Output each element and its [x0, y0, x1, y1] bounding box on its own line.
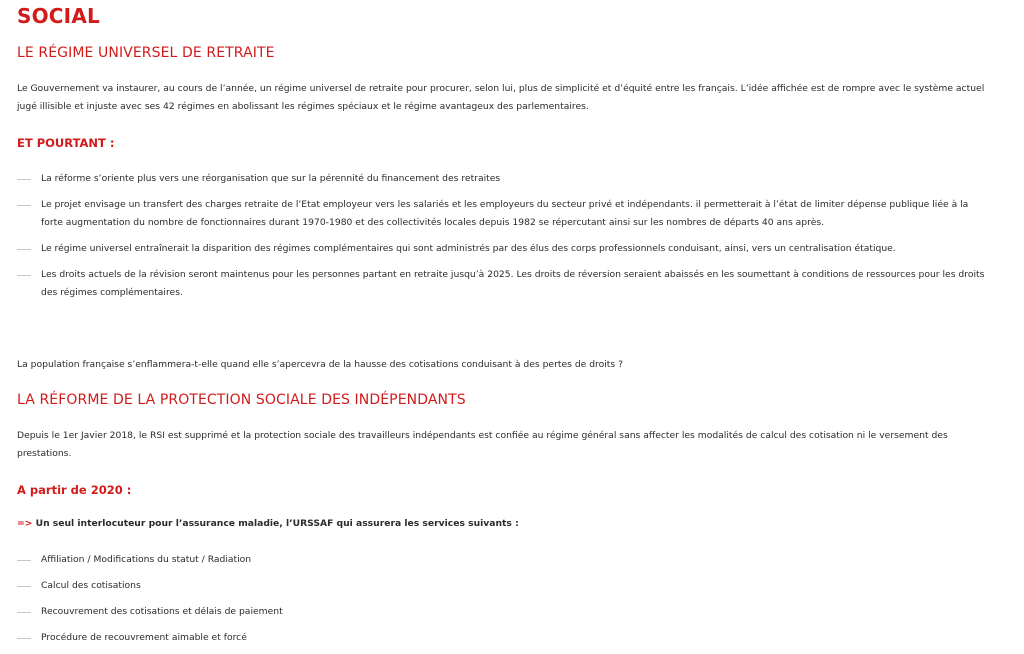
list-item: Affiliation / Modifications du statut / Radiation — [17, 551, 985, 569]
section-heading-independants: LA RÉFORME DE LA PROTECTION SOCIALE DES INDÉPENDANTS — [17, 392, 466, 408]
list-item: Procédure de recouvrement aimable et forcé — [17, 629, 985, 647]
dash-bullet — [17, 275, 31, 276]
retraite-points-list — [17, 170, 985, 302]
dash-bullet — [17, 612, 31, 613]
arrow-icon: => — [17, 518, 33, 529]
urssaf-lead-text: Un seul interlocuteur pour l’assurance maladie, l’URSSAF qui assurera les services suivants : — [35, 518, 519, 529]
section-conclusion-retraite: La population française s’enflammera-t-elle quand elle s’apercevra de la hausse des cotisations conduisant à des pertes de droits ? — [17, 359, 623, 370]
dash-bullet — [17, 249, 31, 250]
list-item: Les droits actuels de la révision seront maintenus pour les personnes partant en retraite jusqu’à 2025. Les droits de réversion seraient abaissés en les soumettant à conditions de ressources pour les droits des régimes complémentaires. — [17, 266, 985, 302]
dash-bullet — [17, 586, 31, 587]
section-intro-independants: Depuis le 1er Javier 2018, le RSI est supprimé et la protection sociale des travailleurs indépendants est confiée au régime général sans affecter les modalités de calcul des cotisation ni le versement des prestations. — [17, 430, 948, 459]
section-intro-retraite: Le Gouvernement va instaurer, au cours de l’année, un régime universel de retraite pour procurer, selon lui, plus de simplicité et d’équité entre les français. L’idée affichée est de rompre avec le système actuel jugé illisible et injuste avec ses 42 régimes en abolissant les régimes spéciaux et le régime avantageux des parlementaires. — [17, 83, 985, 112]
dash-bullet — [17, 638, 31, 639]
urssaf-services-list — [17, 551, 985, 647]
list-item: Le régime universel entraînerait la disparition des régimes complémentaires qui sont administrés par des élus des corps professionnels conduisant, ainsi, vers un centralisation étatique. — [17, 240, 985, 258]
subheading-et-pourtant: ET POURTANT : — [17, 136, 115, 150]
list-item: La réforme s’oriente plus vers une réorganisation que sur la pérennité du financement des retraites — [17, 170, 985, 188]
list-item: Calcul des cotisations — [17, 577, 985, 595]
page-title: SOCIAL — [17, 4, 100, 28]
dash-bullet — [17, 179, 31, 180]
dash-bullet — [17, 205, 31, 206]
subheading-a-partir-2020: A partir de 2020 : — [17, 483, 132, 497]
list-item: Le projet envisage un transfert des charges retraite de l’Etat employeur vers les salariés et les employeurs du secteur privé et indépendants. il permetterait à l’état de limiter dépense publique liée à la forte augmentation du nombre de fonctionnaires durant 1970-1980 et des collectivités locales depuis 1982 se répercutant ainsi sur les nombres de départs 40 ans après. — [17, 196, 985, 232]
urssaf-lead-line — [17, 516, 519, 532]
list-item: Recouvrement des cotisations et délais de paiement — [17, 603, 985, 621]
dash-bullet — [17, 560, 31, 561]
section-heading-retraite: LE RÉGIME UNIVERSEL DE RETRAITE — [17, 45, 275, 61]
